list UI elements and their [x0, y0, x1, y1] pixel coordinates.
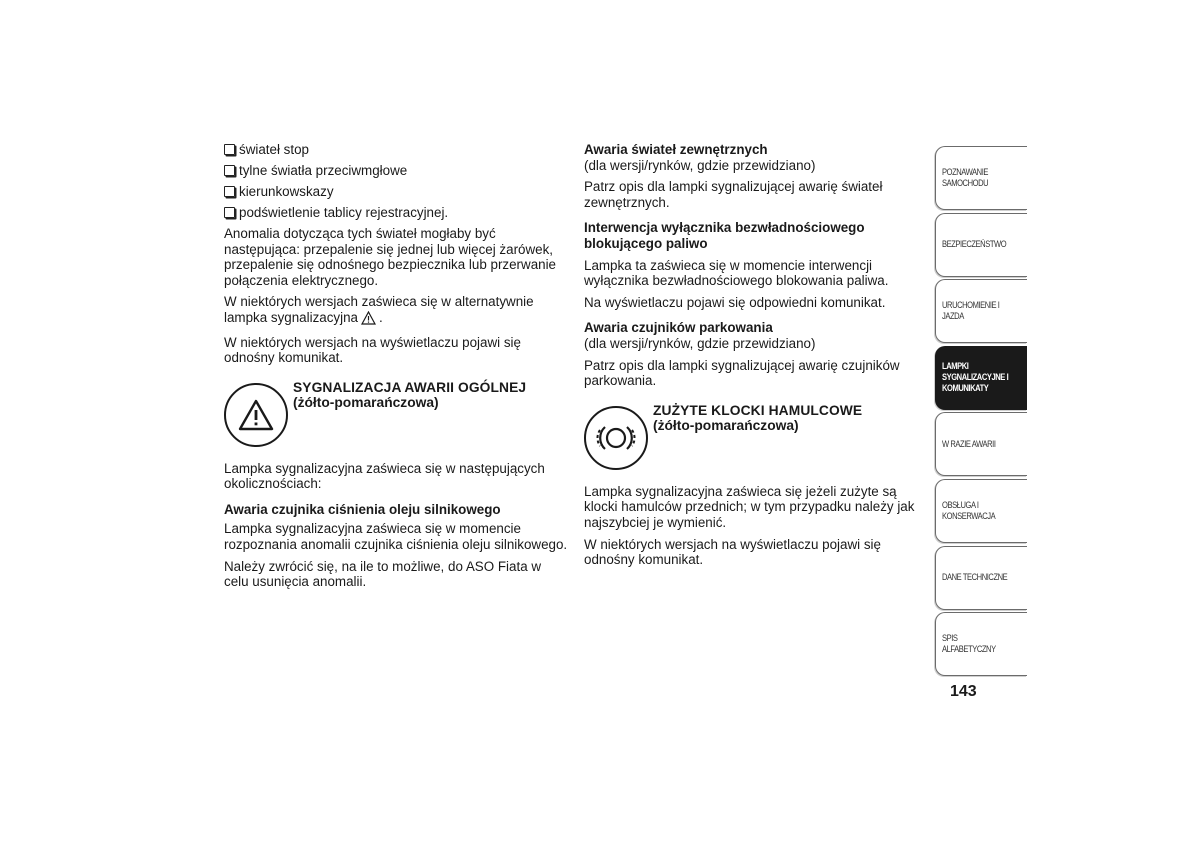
general-warning-icon: [224, 383, 288, 447]
tab-dane-techniczne[interactable]: DANE TECHNICZNE: [935, 546, 1027, 610]
warning-triangle-icon: [361, 311, 376, 329]
tab-w-razie-awarii[interactable]: W RAZIE AWARII: [935, 412, 1027, 476]
tab-obsluga-i-konserwacja[interactable]: OBSŁUGA I KONSERWACJA: [935, 479, 1027, 543]
checkbox-bullet-icon: [224, 165, 235, 176]
brake-pads-section: [584, 403, 920, 470]
brake-pads-title: ZUŻYTE KLOCKI HAMULCOWE (żółto-pomarańczowa): [653, 402, 863, 434]
general-warning-title: SYGNALIZACJA AWARII OGÓLNEJ (żółto-pomarańczowa): [293, 379, 527, 411]
bullet-item: kierunkowskazy: [224, 184, 569, 200]
tab-bezpieczenstwo[interactable]: BEZPIECZEŃSTWO: [935, 213, 1027, 277]
tab-spis-alfabetyczny[interactable]: SPIS ALFABETYCZNY: [935, 612, 1027, 676]
heading-subtitle: (dla wersji/rynków, gdzie przewidziano): [584, 157, 816, 173]
left-column: [224, 142, 569, 596]
section-heading: Interwencja wyłącznika bezwładnościowego blokującego paliwo: [584, 220, 865, 251]
paragraph: W niektórych wersjach na wyświetlaczu pojawi się odnośny komunikat.: [224, 334, 521, 366]
checkbox-bullet-icon: [224, 186, 235, 197]
paragraph: Lampka sygnalizacyjna zaświeca się w następujących okolicznościach:: [224, 460, 545, 492]
checkbox-bullet-icon: [224, 207, 235, 218]
section-heading: Awaria świateł zewnętrznych: [584, 142, 768, 157]
general-warning-section: [224, 380, 569, 447]
bullet-item: tylne światła przeciwmgłowe: [224, 163, 569, 179]
paragraph: Lampka sygnalizacyjna zaświeca się w momencie rozpoznania anomalii czujnika ciśnienia oleju silnikowego.: [224, 521, 568, 553]
chapter-tabs: [935, 146, 1027, 679]
tab-uruchomienie-i-jazda[interactable]: URUCHOMIENIE I JAZDA: [935, 279, 1027, 343]
paragraph: Patrz opis dla lampki sygnalizującej awarię świateł zewnętrznych.: [584, 179, 883, 210]
right-column: [584, 142, 920, 574]
page-number: 143: [950, 683, 977, 700]
tab-poznawanie-samochodu[interactable]: POZNAWANIE SAMOCHODU: [935, 146, 1027, 210]
bullet-item: podświetlenie tablicy rejestracyjnej.: [224, 205, 569, 221]
tab-lampki-sygnalizacyjne[interactable]: LAMPKI SYGNALIZACYJNE I KOMUNIKATY: [935, 346, 1027, 410]
brake-pads-icon: [584, 406, 648, 470]
heading-subtitle: (dla wersji/rynków, gdzie przewidziano): [584, 335, 816, 351]
paragraph: Patrz opis dla lampki sygnalizującej awarię czujników parkowania.: [584, 357, 900, 389]
paragraph: Anomalia dotycząca tych świateł mogłaby być następująca: przepalenie się jednej lub więcej żarówek, przepalenie się odnośnego bezpiecznika lub przerwanie połączenia elektrycznego.: [224, 225, 557, 288]
paragraph: W niektórych wersjach zaświeca się w alternatywnie lampka sygnalizacyjna .: [224, 294, 569, 328]
paragraph: Należy zwrócić się, na ile to możliwe, do ASO Fiata w celu usunięcia anomalii.: [224, 558, 542, 590]
checkbox-bullet-icon: [224, 144, 235, 155]
paragraph: Na wyświetlaczu pojawi się odpowiedni komunikat.: [584, 294, 886, 310]
paragraph: W niektórych wersjach na wyświetlaczu pojawi się odnośny komunikat.: [584, 536, 881, 568]
paragraph: Lampka ta zaświeca się w momencie interwencji wyłącznika bezwładnościowego blokowania paliwa.: [584, 257, 889, 289]
bullet-item: świateł stop: [224, 142, 569, 158]
section-heading: Awaria czujników parkowania: [584, 320, 773, 336]
section-heading: Awaria czujnika ciśnienia oleju silnikowego: [224, 501, 501, 517]
paragraph: Lampka sygnalizacyjna zaświeca się jeżeli zużyte są klocki hamulców przednich; w tym przypadku należy jak najszybciej je wymienić.: [584, 483, 915, 530]
